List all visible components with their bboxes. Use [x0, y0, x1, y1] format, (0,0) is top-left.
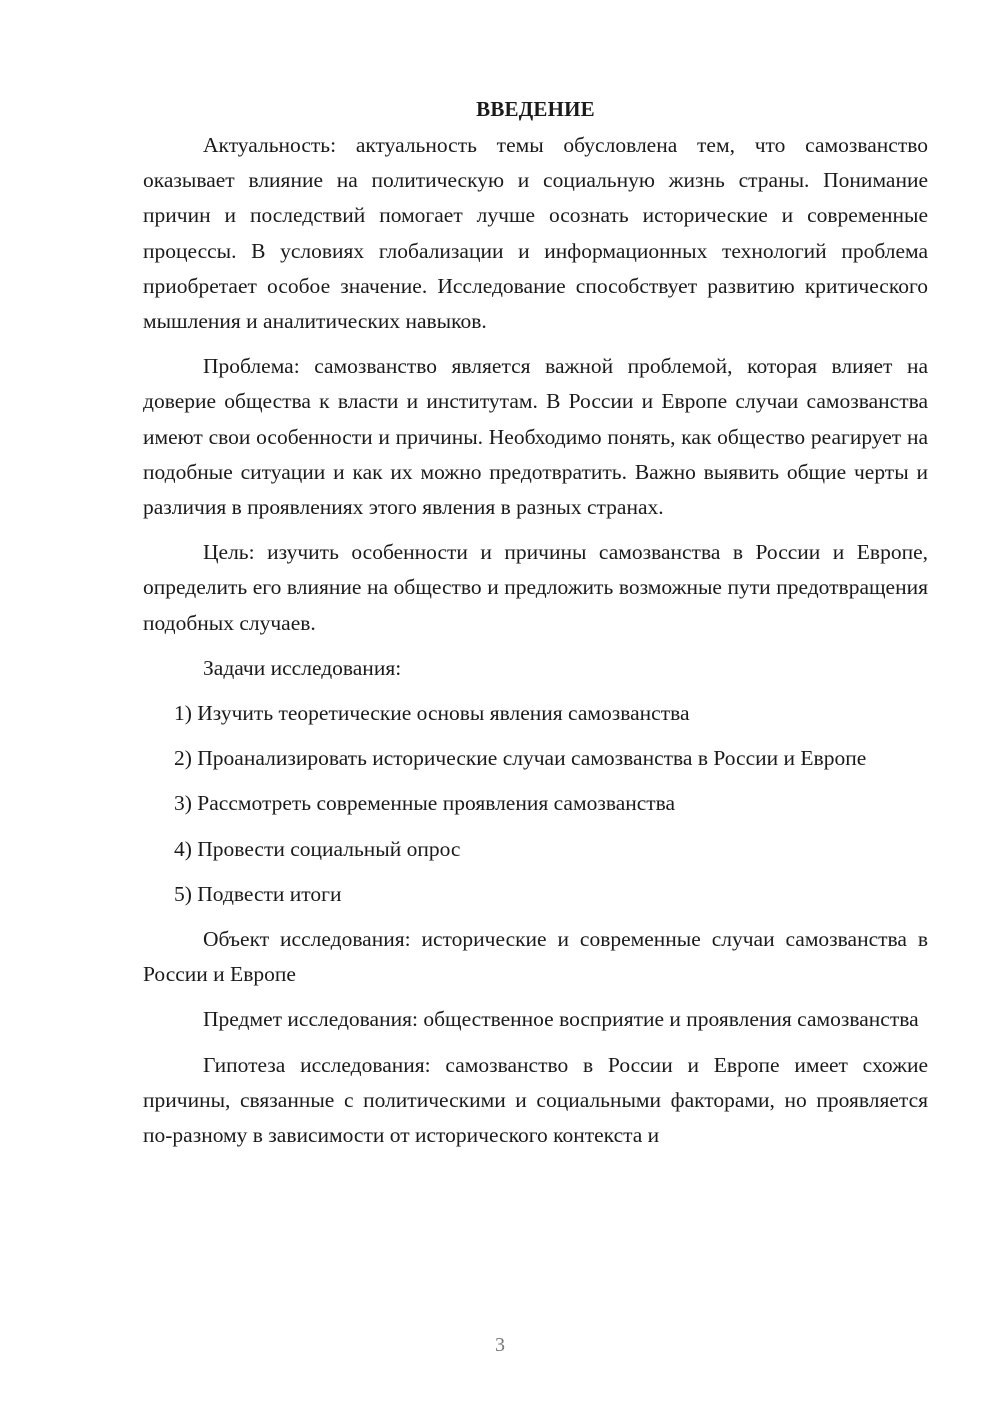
document-page: [143, 92, 928, 1163]
relevance-paragraph: Актуальность: актуальность темы обусловлена тем, что самозванство оказывает влияние на политическую и социальную жизнь страны. Понимание причин и последствий помогает лучше осознать исторические и современные процессы. В условиях глобализации и информационных технологий проблема приобретает особое значение. Исследование способствует развитию критического мышления и аналитических навыков.: [143, 133, 928, 334]
page-number: 3: [495, 1334, 505, 1356]
subject-paragraph: Предмет исследования: общественное восприятие и проявления самозванства: [203, 1007, 919, 1032]
hypothesis-paragraph: Гипотеза исследования: самозванство в России и Европе имеет схожие причины, связанные с политическими и социальными факторами, но проявляется по-разному в зависимости от исторического контекста и: [143, 1052, 928, 1148]
problem-paragraph: Проблема: самозванство является важной проблемой, которая влияет на доверие общества к власти и институтам. В России и Европе случаи самозванства имеют свои особенности и причины. Необходимо понять, как общество реагирует на подобные ситуации и как их можно предотвратить. Важно выявить общие черты и различия в проявлениях этого явления в разных странах.: [143, 354, 928, 520]
task-item: 5) Подвести итоги: [174, 881, 342, 906]
task-item: 2) Проанализировать исторические случаи самозванства в России и Европе: [174, 746, 867, 771]
task-item: 3) Рассмотреть современные проявления самозванства: [174, 791, 676, 816]
task-item: 4) Провести социальный опрос: [174, 836, 461, 861]
document-heading: ВВЕДЕНИЕ: [476, 97, 595, 121]
task-item: 1) Изучить теоретические основы явления самозванства: [174, 701, 690, 726]
object-paragraph: Объект исследования: исторические и современные случаи самозванства в России и Европе: [143, 927, 928, 987]
goal-paragraph: Цель: изучить особенности и причины самозванства в России и Европе, определить его влияние на общество и предложить возможные пути предотвращения подобных случаев.: [143, 540, 928, 635]
tasks-heading: Задачи исследования:: [203, 655, 402, 680]
